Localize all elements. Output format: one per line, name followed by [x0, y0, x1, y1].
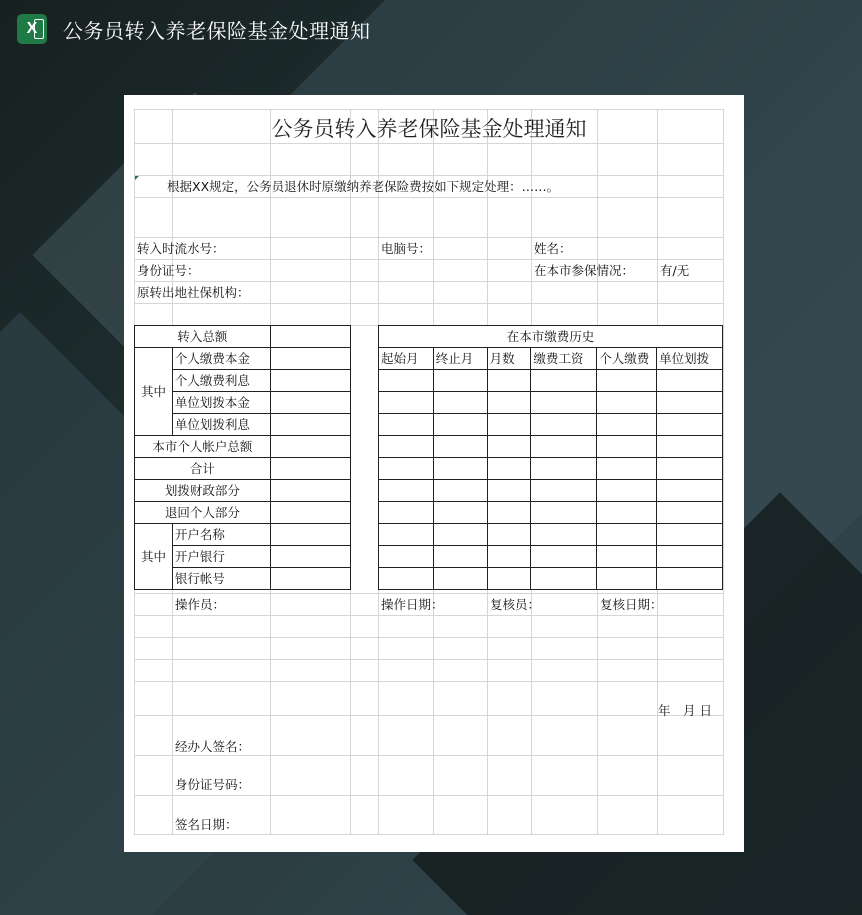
table-header-row	[379, 348, 723, 370]
table-cell: 开户名称	[172, 524, 270, 546]
table-row	[379, 480, 723, 502]
handler-id-label: 身份证号码：	[175, 777, 251, 792]
history-cell[interactable]	[379, 480, 434, 502]
column-header: 单位划拨	[657, 348, 723, 370]
history-cell[interactable]	[657, 502, 723, 524]
history-cell[interactable]	[531, 502, 597, 524]
id-no-label: 身份证号：	[137, 263, 200, 278]
column-header: 缴费工资	[531, 348, 597, 370]
table-row	[379, 568, 723, 590]
history-cell[interactable]	[657, 546, 723, 568]
history-cell[interactable]	[487, 392, 531, 414]
history-cell[interactable]	[487, 370, 531, 392]
value-cell[interactable]	[270, 414, 350, 436]
history-cell[interactable]	[657, 480, 723, 502]
fund-breakdown-table	[134, 325, 351, 590]
date-line: 年 月 日	[658, 703, 712, 718]
history-cell[interactable]	[433, 392, 487, 414]
table-cell: 开户银行	[172, 546, 270, 568]
local-status-label: 在本市参保情况：	[534, 263, 635, 278]
history-cell[interactable]	[487, 480, 531, 502]
value-cell[interactable]	[270, 370, 350, 392]
local-status-value: 有/无	[660, 263, 690, 278]
review-date-label: 复核日期：	[600, 597, 663, 612]
table-row	[379, 326, 723, 348]
table-cell: 其中	[135, 348, 173, 436]
table-row	[135, 326, 351, 348]
history-cell[interactable]	[379, 436, 434, 458]
history-cell[interactable]	[597, 392, 657, 414]
table-cell: 个人缴费利息	[172, 370, 270, 392]
history-cell[interactable]	[433, 480, 487, 502]
history-cell[interactable]	[379, 546, 434, 568]
history-cell[interactable]	[531, 392, 597, 414]
history-cell[interactable]	[379, 568, 434, 590]
title-bar	[0, 0, 862, 56]
table-row	[379, 546, 723, 568]
history-cell[interactable]	[657, 524, 723, 546]
table-row	[135, 502, 351, 524]
serial-label: 转入时流水号：	[137, 241, 225, 256]
sign-date-label: 签名日期：	[175, 817, 238, 832]
intro-text: 根据XX规定，公务员退休时原缴纳养老保险费按如下规定处理：……。	[167, 179, 560, 194]
history-cell[interactable]	[597, 502, 657, 524]
history-cell[interactable]	[433, 436, 487, 458]
value-cell[interactable]	[270, 480, 350, 502]
history-cell[interactable]	[379, 414, 434, 436]
history-cell[interactable]	[487, 524, 531, 546]
table-row	[135, 524, 351, 546]
handler-sign-label: 经办人签名：	[175, 739, 251, 754]
table-cell: 个人缴费本金	[172, 348, 270, 370]
table-heading: 在本市缴费历史	[379, 326, 723, 348]
table-cell: 转入总额	[135, 326, 271, 348]
value-cell[interactable]	[270, 458, 350, 480]
history-cell[interactable]	[433, 546, 487, 568]
history-cell[interactable]	[531, 414, 597, 436]
computer-no-label: 电脑号：	[381, 241, 432, 256]
history-cell[interactable]	[379, 502, 434, 524]
history-cell[interactable]	[531, 546, 597, 568]
history-cell[interactable]	[433, 414, 487, 436]
column-header: 起始月	[379, 348, 434, 370]
history-cell[interactable]	[657, 392, 723, 414]
history-cell[interactable]	[657, 568, 723, 590]
column-header: 个人缴费	[597, 348, 657, 370]
history-cell[interactable]	[433, 370, 487, 392]
history-cell[interactable]	[657, 414, 723, 436]
spreadsheet-grid	[134, 109, 724, 835]
table-row	[379, 370, 723, 392]
history-cell[interactable]	[597, 568, 657, 590]
table-row	[135, 458, 351, 480]
value-cell[interactable]	[270, 392, 350, 414]
history-cell[interactable]	[433, 524, 487, 546]
table-cell: 本市个人帐户总额	[135, 436, 271, 458]
value-cell[interactable]	[270, 524, 350, 546]
history-cell[interactable]	[487, 546, 531, 568]
history-cell[interactable]	[597, 370, 657, 392]
payment-history-table	[378, 325, 723, 590]
history-cell[interactable]	[433, 502, 487, 524]
history-cell[interactable]	[531, 370, 597, 392]
history-cell[interactable]	[597, 480, 657, 502]
table-cell: 单位划拨利息	[172, 414, 270, 436]
value-cell[interactable]	[270, 326, 350, 348]
table-row	[135, 348, 351, 370]
value-cell[interactable]	[270, 436, 350, 458]
history-cell[interactable]	[531, 524, 597, 546]
table-cell: 单位划拨本金	[172, 392, 270, 414]
history-cell[interactable]	[487, 502, 531, 524]
history-cell[interactable]	[487, 568, 531, 590]
history-cell[interactable]	[379, 458, 434, 480]
value-cell[interactable]	[270, 348, 350, 370]
table-row	[379, 502, 723, 524]
history-cell[interactable]	[657, 458, 723, 480]
column-header: 月数	[487, 348, 531, 370]
history-cell[interactable]	[531, 568, 597, 590]
excel-icon: X	[17, 14, 47, 44]
history-cell[interactable]	[487, 414, 531, 436]
table-row	[135, 436, 351, 458]
value-cell[interactable]	[270, 502, 350, 524]
history-cell[interactable]	[531, 458, 597, 480]
table-row	[379, 392, 723, 414]
history-cell[interactable]	[597, 546, 657, 568]
history-cell[interactable]	[657, 370, 723, 392]
document-title: 公务员转入养老保险基金处理通知	[271, 117, 587, 141]
table-cell: 合计	[135, 458, 271, 480]
value-cell[interactable]	[270, 546, 350, 568]
value-cell[interactable]	[270, 568, 350, 590]
history-cell[interactable]	[433, 458, 487, 480]
table-row	[379, 458, 723, 480]
history-cell[interactable]	[531, 436, 597, 458]
history-cell[interactable]	[597, 436, 657, 458]
reviewer-label: 复核员：	[490, 597, 541, 612]
history-cell[interactable]	[379, 370, 434, 392]
window-title: 公务员转入养老保险基金处理通知	[63, 19, 371, 43]
history-cell[interactable]	[597, 524, 657, 546]
history-cell[interactable]	[433, 568, 487, 590]
table-cell: 划拨财政部分	[135, 480, 271, 502]
table-row	[135, 480, 351, 502]
history-cell[interactable]	[379, 524, 434, 546]
history-cell[interactable]	[379, 392, 434, 414]
history-rows	[379, 370, 723, 590]
history-cell[interactable]	[487, 436, 531, 458]
history-cell[interactable]	[531, 480, 597, 502]
op-date-label: 操作日期：	[381, 597, 444, 612]
origin-org-label: 原转出地社保机构：	[137, 285, 250, 300]
table-cell: 银行帐号	[172, 568, 270, 590]
table-cell: 其中	[135, 524, 173, 590]
table-row	[379, 414, 723, 436]
table-row	[379, 436, 723, 458]
history-cell[interactable]	[657, 436, 723, 458]
table-row	[379, 524, 723, 546]
table-cell: 退回个人部分	[135, 502, 271, 524]
history-cell[interactable]	[597, 414, 657, 436]
operator-label: 操作员：	[175, 597, 226, 612]
history-cell[interactable]	[597, 458, 657, 480]
name-label: 姓名：	[534, 241, 572, 256]
history-cell[interactable]	[487, 458, 531, 480]
column-header: 终止月	[433, 348, 487, 370]
